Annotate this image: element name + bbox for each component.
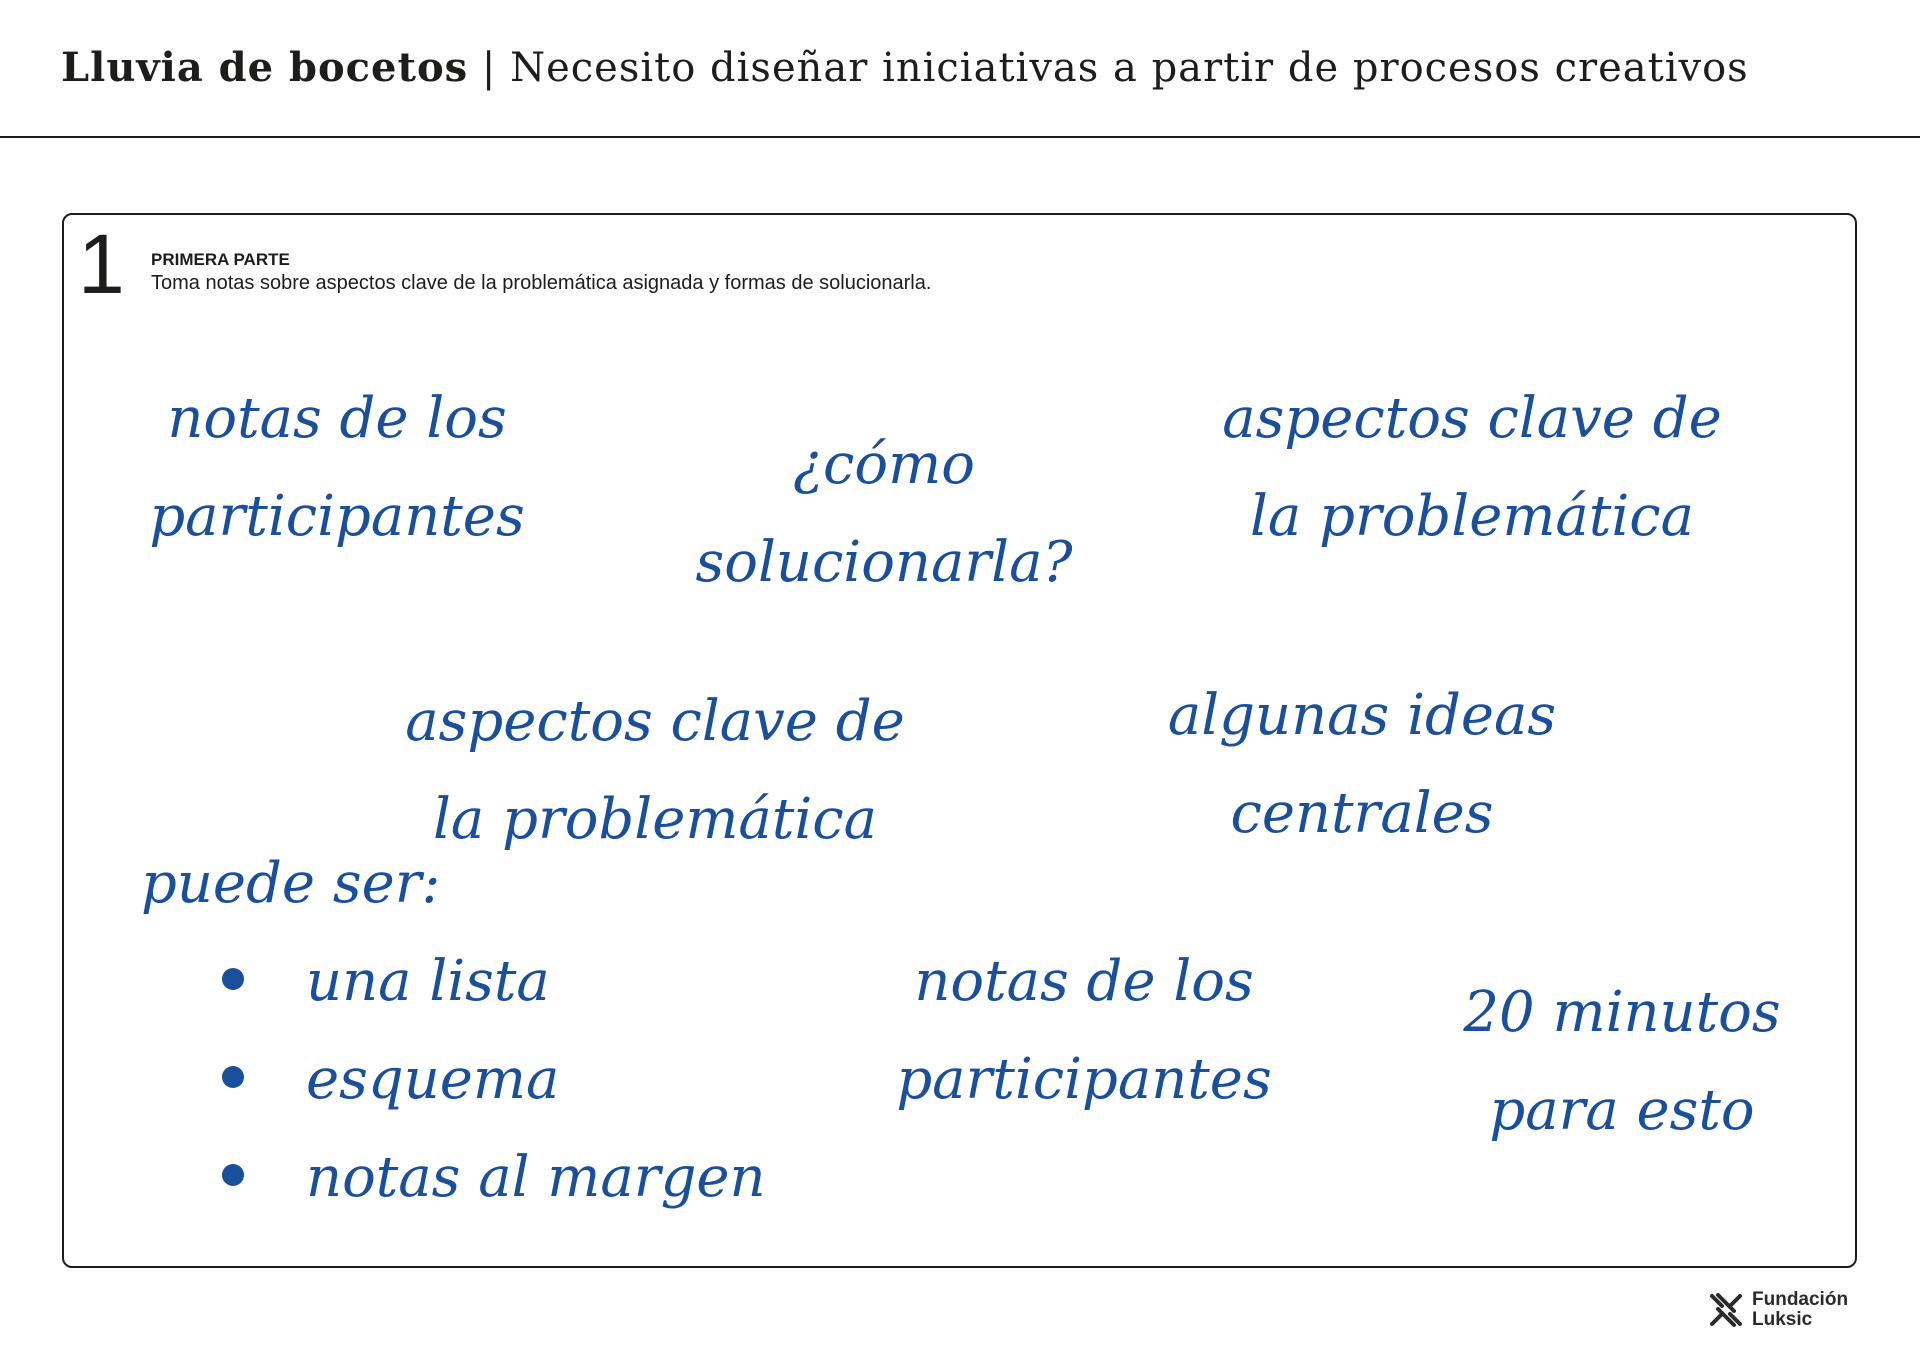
note-key-aspects-1	[1222, 370, 1721, 566]
note-line: ¿cómo	[793, 432, 975, 497]
list-item: notas al margen	[306, 1145, 766, 1210]
note-line: aspectos clave de	[405, 689, 905, 754]
note-line: para esto	[1489, 1078, 1755, 1143]
logo-line2: Luksic	[1752, 1309, 1813, 1330]
logo-line1: Fundación	[1752, 1289, 1849, 1310]
note-line: notas de los	[167, 386, 507, 451]
title-bold: Lluvia de bocetos	[61, 44, 469, 91]
note-central-ideas	[1168, 667, 1556, 863]
note-key-aspects-2	[405, 673, 904, 869]
note-line: la problemática	[1250, 484, 1694, 549]
list-item: una lista	[306, 949, 550, 1014]
section-instruction: Toma notas sobre aspectos clave de la problemática asignada y formas de solucionarla.	[151, 272, 932, 294]
note-participants-2	[896, 933, 1271, 1129]
note-line: aspectos clave de	[1222, 386, 1722, 451]
note-can-be: puede ser:	[141, 851, 441, 916]
note-line: 20 minutos	[1463, 980, 1781, 1045]
note-line: la problemática	[433, 787, 877, 852]
section-number: 1	[78, 217, 125, 311]
page-title	[61, 44, 1749, 91]
note-line: centrales	[1230, 781, 1494, 846]
title-separator: |	[481, 45, 497, 91]
list-item: esquema	[306, 1047, 560, 1112]
fundacion-luksic-logo	[1708, 1290, 1848, 1330]
note-participants-1	[149, 370, 524, 566]
bullet-icon	[222, 968, 244, 990]
logo-mark-icon	[1708, 1292, 1744, 1328]
note-time	[1463, 964, 1780, 1160]
bullet-icon	[222, 1164, 244, 1186]
header-divider	[0, 136, 1920, 138]
note-line: participantes	[896, 1047, 1272, 1112]
note-line: algunas ideas	[1167, 683, 1557, 748]
note-how-to-solve	[696, 416, 1073, 612]
title-rest: Necesito diseñar iniciativas a partir de procesos creativos	[510, 45, 1749, 91]
bullet-icon	[222, 1066, 244, 1088]
note-line: participantes	[149, 484, 525, 549]
note-line: notas de los	[914, 949, 1254, 1014]
note-line: solucionarla?	[695, 530, 1073, 595]
section-label: PRIMERA PARTE	[151, 250, 290, 269]
